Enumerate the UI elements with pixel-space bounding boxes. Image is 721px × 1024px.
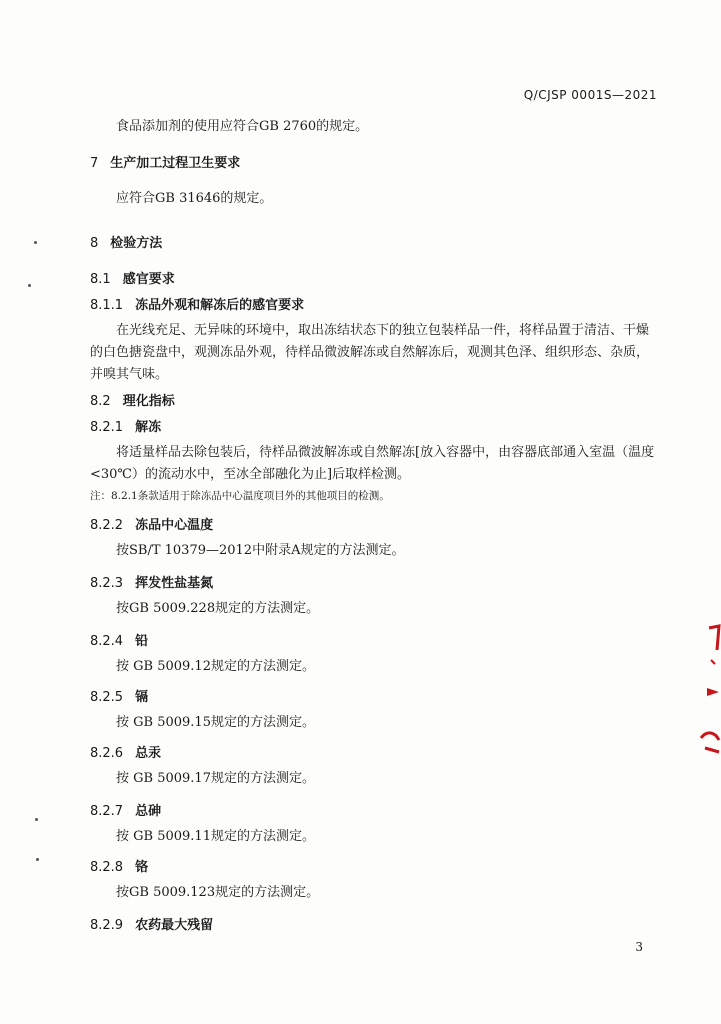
section-title: 总汞 [135, 746, 162, 761]
section-8-2-heading [90, 390, 658, 409]
section-title: 挥发性盐基氮 [135, 576, 214, 591]
section-8-1-heading [90, 268, 658, 287]
section-number: 8.2.4 [90, 634, 124, 649]
section-number: 8.2.7 [90, 804, 124, 819]
section-number: 8.2.6 [90, 746, 124, 761]
section-8-2-4-heading [90, 630, 658, 649]
section-title: 冻品外观和解冻后的感官要求 [135, 298, 305, 313]
section-8-2-3-body: 按GB 5009.228规定的方法测定。 [116, 601, 320, 616]
section-8-2-5-heading [90, 686, 658, 705]
section-number: 8.2.2 [90, 518, 124, 533]
section-title: 检验方法 [110, 236, 163, 251]
section-8-2-5-body: 按 GB 5009.15规定的方法测定。 [116, 715, 315, 730]
page-number: 3 [635, 940, 643, 954]
section-number: 8.1.1 [90, 298, 124, 313]
section-title: 冻品中心温度 [135, 518, 214, 533]
section-number: 8.2.9 [90, 918, 124, 933]
section-title: 感官要求 [122, 272, 175, 287]
section-7-body: 应符合GB 31646的规定。 [116, 191, 273, 206]
standard-code: Q/CJSP 0001S—2021 [523, 88, 657, 102]
section-title: 生产加工过程卫生要求 [110, 156, 241, 171]
section-8-2-1-heading [90, 416, 658, 435]
section-8-1-1-heading [90, 294, 658, 313]
scan-speck [35, 818, 38, 821]
section-8-2-8-body: 按GB 5009.123规定的方法测定。 [116, 885, 320, 900]
section-8-2-7-heading [90, 800, 658, 819]
scan-speck [28, 284, 31, 287]
section-title: 铬 [135, 860, 149, 875]
section-8-2-6-heading [90, 742, 658, 761]
section-8-2-8-heading [90, 856, 658, 875]
section-title: 总砷 [135, 804, 162, 819]
section-8-2-3-heading [90, 572, 658, 591]
section-8-2-7-body: 按 GB 5009.11规定的方法测定。 [116, 829, 315, 844]
section-title: 理化指标 [122, 394, 175, 409]
section-8-2-1-note: 注：8.2.1条款适用于除冻品中心温度项目外的其他项目的检测。 [90, 490, 390, 502]
section-8-1-1-body: 在光线充足、无异味的环境中，取出冻结状态下的独立包装样品一件，将样品置于清洁、干燥的白色搪瓷盘中，观测冻品外观，待样品微波解冻或自然解冻后，观测其色泽、组织形态、杂质，并嗅其气味。 [90, 323, 650, 382]
section-8-2-2-heading [90, 514, 658, 533]
scan-speck [34, 241, 37, 244]
section-8-2-6-body: 按 GB 5009.17规定的方法测定。 [116, 771, 315, 786]
section-8-2-9-heading [90, 914, 658, 933]
section-8-2-4-body: 按 GB 5009.12规定的方法测定。 [116, 659, 315, 674]
section-number: 7 [90, 156, 99, 171]
scan-speck [36, 858, 39, 861]
partial-seal-mark [697, 620, 721, 770]
section-title: 镉 [135, 690, 149, 705]
section-8-2-2-body: 按SB/T 10379—2012中附录A规定的方法测定。 [116, 543, 405, 558]
section-8-heading [90, 232, 658, 251]
section-title: 铅 [135, 634, 149, 649]
section-title: 解冻 [135, 420, 162, 435]
section-number: 8.2.5 [90, 690, 124, 705]
section-title: 农药最大残留 [135, 918, 214, 933]
section-7-heading [90, 152, 658, 171]
section-number: 8.2.1 [90, 420, 124, 435]
section-number: 8.2.8 [90, 860, 124, 875]
section-number: 8.1 [90, 272, 111, 287]
section-number: 8.2 [90, 394, 111, 409]
section-8-2-1-body: 将适量样品去除包装后，待样品微波解冻或自然解冻[放入容器中，由容器底部通入室温（温度<30℃）的流动水中，至冰全部融化为止]后取样检测。 [90, 445, 655, 482]
section-6-tail-text: 食品添加剂的使用应符合GB 2760的规定。 [116, 119, 369, 134]
section-number: 8.2.3 [90, 576, 124, 591]
section-number: 8 [90, 236, 99, 251]
